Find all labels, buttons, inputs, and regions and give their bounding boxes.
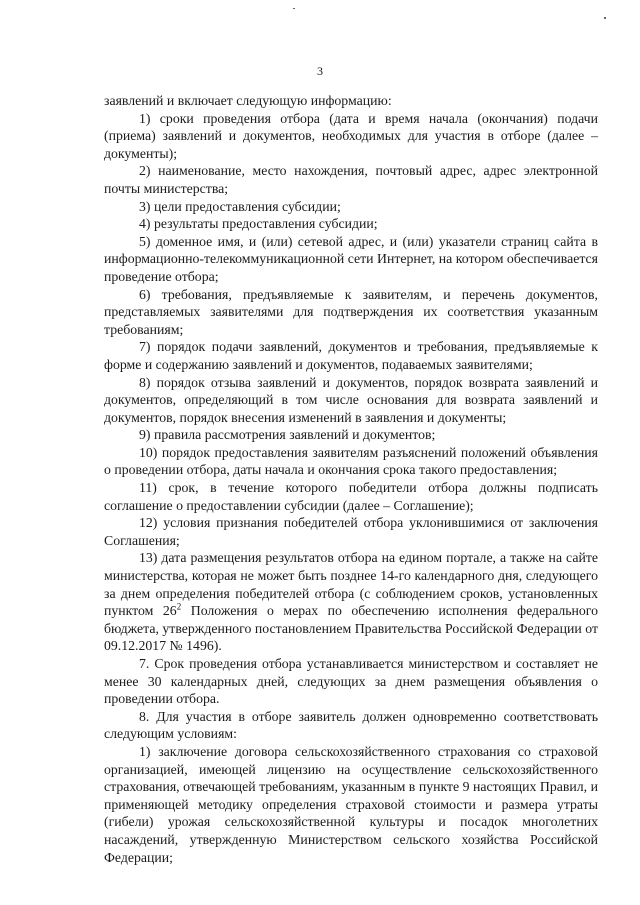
paragraph: 7) порядок подачи заявлений, документов и требования, предъявляемые к форме и содержанию заявлений и документов, подаваемых заявителями; [104, 339, 598, 372]
paragraph: 4) результаты предоставления субсидии; [139, 216, 378, 232]
scan-speck [604, 17, 606, 19]
paragraph: 1) сроки проведения отбора (дата и время начала (окончания) подачи (приема) заявлений и документов, необходимых для участия в отборе (далее – документы); [104, 110, 598, 161]
page-number: 3 [317, 64, 323, 78]
paragraph-text: 13) дата размещения результатов отбора на едином портале, а также на сайте министерства, которая не может быть позднее 14-го календарного дня, следующего за днем определения победителей отбора (с соблюдением сроков, установленных пунктом 26 [104, 550, 598, 619]
paragraph-text: Положения о мерах по обеспечению исполнения федерального бюджета, утвержденного постановлением Правительства Российской Федерации от 09.12.2017 № 1496). [104, 603, 599, 654]
superscript: 2 [176, 601, 182, 612]
paragraph: 1) заключение договора сельскохозяйственного страхования со страховой организацией, имеющей лицензию на осуществление сельскохозяйственного страхования, отвечающей требованиям, указанным в пункте 9 настоящих Правил, и применяющей методику определения страховой стоимости и размера утраты (гибели) урожая сельскохозяйственной культуры и посадок многолетних насаждений, утвержденную Министерством сельского хозяйства Российской Федерации; [104, 743, 598, 865]
paragraph: 8. Для участия в отборе заявитель должен одновременно соответствовать следующим условиям: [104, 708, 598, 742]
paragraph: 11) срок, в течение которого победители отбора должны подписать соглашение о предоставлении субсидии (далее – Соглашение); [104, 480, 598, 513]
paragraph: 12) условия признания победителей отбора уклонившимися от заключения Соглашения; [104, 515, 598, 548]
paragraph [104, 549, 598, 655]
paragraph: 3) цели предоставления субсидии; [139, 198, 341, 214]
paragraph: 10) порядок предоставления заявителям разъяснений положений объявления о проведении отбора, даты начала и окончания срока такого предоставления; [104, 444, 598, 478]
paragraph: 6) требования, предъявляемые к заявителям, и перечень документов, представляемых заявителями для подтверждения их соответствия указанным требованиям; [104, 286, 598, 337]
document-body [104, 92, 598, 866]
paragraph: 7. Срок проведения отбора устанавливается министерством и составляет не менее 30 календарных дней, следующих за днем размещения объявления о проведении отбора. [104, 656, 598, 707]
paragraph: 9) правила рассмотрения заявлений и документов; [139, 427, 436, 443]
paragraph: 2) наименование, место нахождения, почтовый адрес, адрес электронной почты министерства; [104, 163, 598, 196]
paragraph: 8) порядок отзыва заявлений и документов, порядок возврата заявлений и документов, определяющий в том числе основания для возврата заявлений и документов, порядок внесения изменений в заявления и документы; [104, 374, 598, 425]
paragraph: 5) доменное имя, и (или) сетевой адрес, и (или) указатели страниц сайта в информационно-телекоммуникационной сети Интернет, на котором обеспечивается проведение отбора; [104, 233, 598, 284]
paragraph: заявлений и включает следующую информацию: [104, 93, 392, 108]
scan-speck [293, 8, 295, 9]
